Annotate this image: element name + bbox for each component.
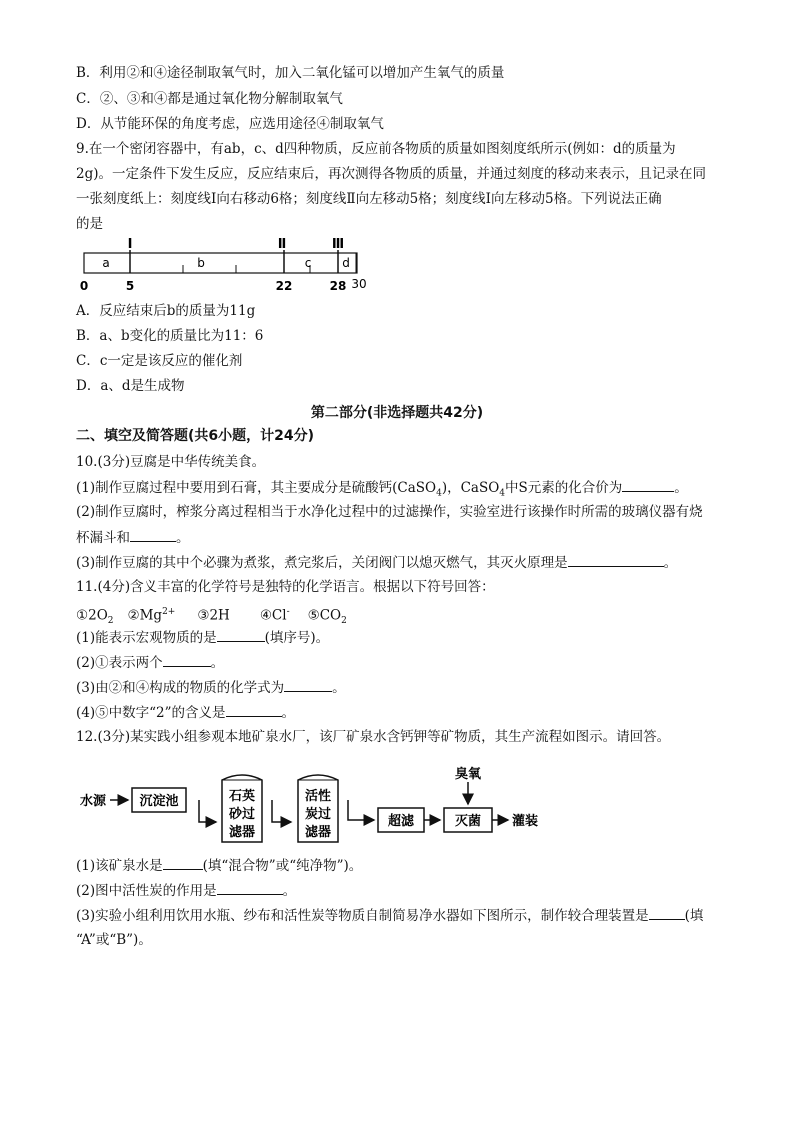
tick-30: 30	[351, 277, 367, 291]
flow-source: 水源	[80, 794, 107, 809]
flow-carbon-2: 炭过	[304, 807, 332, 822]
q10-stem: 10.(3分)豆腐是中华传统美食。	[76, 454, 266, 470]
q9-stem-line-2: 2g)。一定条件下发生反应，反应结束后，再次测得各物质的质量，并通过刻度的移动来表示，且记录在同	[76, 166, 706, 182]
q8-option-c: C．②、③和④都是通过氧化物分解制取氧气	[76, 91, 343, 107]
flow-ultra: 超滤	[387, 814, 415, 829]
flow-sand-1: 石英	[228, 789, 256, 804]
q10-part-2-line-2: 杯漏斗和 。	[76, 527, 190, 548]
answer-blank[interactable]	[649, 905, 685, 920]
q9-stem-line-3: 一张刻度纸上：刻度线Ⅰ向右移动6格；刻度线Ⅱ向左移动5格；刻度线Ⅰ向左移动5格。下列说法正确	[76, 191, 662, 207]
answer-blank[interactable]	[217, 880, 283, 895]
q11-part-1: (1)能表示宏观物质的是 (填序号)。	[76, 627, 329, 648]
tick-0: 0	[79, 279, 89, 293]
section-title: 二、填空及简答题(共6小题，计24分)	[76, 428, 315, 444]
flow-sand-2: 砂过	[228, 807, 256, 822]
flow-carbon-1: 活性	[304, 789, 332, 804]
marker-iii: Ⅲ	[331, 237, 345, 252]
q10-part-2-line-1: (2)制作豆腐时，榨浆分离过程相当于水净化过程中的过滤操作，实验室进行该操作时所需的玻璃仪器有烧	[76, 504, 703, 520]
answer-blank[interactable]	[226, 702, 282, 717]
answer-blank[interactable]	[284, 677, 332, 692]
answer-blank[interactable]	[622, 477, 674, 492]
tick-28: 28	[329, 279, 347, 293]
segment-d: d	[342, 256, 350, 270]
q11-symbols: $①2O_2$ $②Mg^{2+}$ ③2H ④Cl- $⑤CO_2$	[76, 607, 347, 627]
part-two-title: 第二部分(非选择题共42分)	[310, 405, 484, 421]
q12-part-3-line-1: (3)实验小组利用饮用水瓶、纱布和活性炭等物质自制简易净水器如下图所示，制作较合理装置是 (填	[76, 905, 703, 926]
flow-ozone: 臭氧	[454, 767, 482, 782]
q12-stem: 12.(3分)某实践小组参观本地矿泉水厂，该厂矿泉水含钙钾等矿物质，其生产流程如图示。请回答。	[76, 729, 671, 745]
q9-option-d: D．a、d是生成物	[76, 378, 185, 394]
q12-part-1: (1)该矿泉水是 (填“混合物”或“纯净物”)。	[76, 855, 362, 876]
q9-stem-line-1: 9.在一个密闭容器中，有ab，c、d四种物质，反应前各物质的质量如图刻度纸所示(例如：d的质量为	[76, 141, 676, 157]
flow-tank: 沉淀池	[139, 794, 179, 809]
q9-option-c: C．c一定是该反应的催化剂	[76, 353, 243, 369]
flow-steril: 灭菌	[454, 814, 482, 829]
answer-blank[interactable]	[130, 527, 176, 542]
answer-blank[interactable]	[568, 552, 664, 567]
q8-option-b: B．利用②和④途径制取氧气时，加入二氧化锰可以增加产生氧气的质量	[76, 65, 505, 81]
q9-ruler-figure	[76, 234, 376, 294]
q11-part-4: (4)⑤中数字“2”的含义是 。	[76, 702, 295, 723]
marker-i: Ⅰ	[127, 237, 133, 252]
segment-c: c	[304, 256, 312, 270]
q8-option-d: D．从节能环保的角度考虑，应选用途径④制取氧气	[76, 116, 384, 132]
q9-option-b: B．a、b变化的质量比为11：6	[76, 328, 264, 344]
q12-part-3-line-2: “A”或“B”)。	[76, 932, 152, 948]
q12-part-2: (2)图中活性炭的作用是 。	[76, 880, 296, 901]
answer-blank[interactable]	[163, 855, 203, 870]
tick-22: 22	[275, 279, 293, 293]
marker-ii: Ⅱ	[277, 237, 287, 252]
q11-stem: 11.(4分)含义丰富的化学符号是独特的化学语言。根据以下符号回答：	[76, 579, 495, 595]
q11-part-3: (3)由②和④构成的物质的化学式为 。	[76, 677, 346, 698]
q9-option-a: A．反应结束后b的质量为11g	[76, 303, 256, 319]
answer-blank[interactable]	[163, 652, 211, 667]
q12-flow-diagram	[76, 766, 556, 850]
segment-b: b	[197, 256, 205, 270]
flow-carbon-3: 滤器	[304, 825, 332, 840]
q10-part-3: (3)制作豆腐的其中个必骤为煮浆，煮完浆后，关闭阀门以熄灭燃气，其灭火原理是 。	[76, 552, 677, 573]
segment-a: a	[102, 256, 110, 270]
flow-fill: 灌装	[512, 814, 539, 829]
q11-part-2: (2)①表示两个 。	[76, 652, 224, 673]
q10-part-1: (1)制作豆腐过程中要用到石膏，其主要成分是硫酸钙(CaSO$_4$)，CaSO$_4$中S元素的化合价为 。	[76, 477, 688, 504]
tick-5: 5	[125, 279, 135, 293]
q9-stem-line-4: 的是	[76, 216, 103, 232]
answer-blank[interactable]	[217, 627, 265, 642]
flow-sand-3: 滤器	[228, 825, 256, 840]
